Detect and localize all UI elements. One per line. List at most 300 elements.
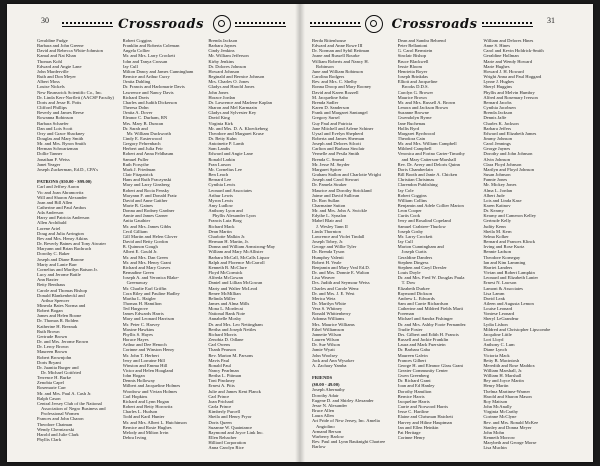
donor-name: Sheryl LeGrandeur [483,316,519,322]
donor-name: Ruth and Don Meyer [37,74,76,80]
donor-name: Albert Jude [483,192,505,198]
donor-name: Raymond and Joyce Link Inc. [208,429,264,435]
donor-name: Dr. Ron Sullan [312,197,340,203]
header-rule-left [62,22,113,27]
donor-name: Henrietta Boyer [397,68,428,74]
donor-name: Curtis Cook [397,213,421,219]
donor-name: Harriet Landers [483,264,513,270]
donor-name: Cecil Gilliam [122,228,148,234]
donor-column [398,38,478,454]
donor-name: Richard Mack [208,223,235,229]
donor-name: Jacqueline Harris [397,398,430,404]
donor-name: Lauren Wilson [312,337,340,343]
donor-name: Vera S. Whitney [312,306,343,312]
donor-name: Dr. Pamela Straker [312,182,347,188]
donor-name: Orry and Grace Shackney [37,130,85,136]
donor-name: Robert Coggins [122,38,152,43]
donor-name: Sam Landis [208,146,231,152]
book-gutter [295,4,305,462]
donor-name: Mildred Campbell [397,146,432,152]
donor-name: Robert Coggins [397,192,427,198]
donor-name: John McAnally [483,404,512,410]
donor-name: Bernard Lee [208,177,232,183]
donor-name: Anthony C. Lum [483,342,515,348]
donor-name: Mineola Bates Norma and [37,302,86,308]
donor-name: Dr. Richard Grant [397,378,431,384]
donor-name: Dorothy C. Baker [37,251,70,257]
donor-name: Rowanna Robinson [37,115,74,121]
donor-name: Joane and Russell Rourke [312,53,360,59]
donor-name: Anita Gauthier [122,218,151,224]
donor-name: Rev. Marion M. Parsons [208,352,254,358]
donor-name: Edythe L. Synalon [312,213,347,219]
donor-name: Kenneth Morrow [483,435,516,441]
donor-name: Hilliard Corporation [208,440,246,446]
donor-name: Carlton and Barbara Sinclair [312,146,365,152]
donor-name: Herman Schwartzman [37,146,78,152]
donor-name: Joan and Bill Allen [37,199,73,205]
section-heading: PATRONS ($50.00 - $99.00) [37,179,92,185]
donor-name: Armand Berson [312,428,342,434]
donor-name: Edward and Angie Lane [208,151,253,157]
donor-name: Milton Dancy and James Cunningham [122,68,194,74]
donor-name: Betty B. Macintosh [483,357,520,363]
donor-name: Carl Hopkins [122,393,148,399]
donor-name: Theodora Cain [397,135,426,141]
donor-name: Dr. Linda Kerr-Norflett (AACSP Faculty) [37,94,114,100]
donor-name: Jay Cull [122,63,138,69]
donor-name: Susan Johnson [483,172,511,178]
donor-name: Arthur Lewis [208,192,233,198]
donor-name: Mr. and Mrs. Byron Smith [37,141,86,147]
donor-name: David and Rebecca White-Johnston [37,48,103,54]
donor-name: John and Tanya Crossan [122,58,168,64]
donor-name: Carla Prince [208,404,232,410]
donor-name: Theresa Dohn [122,105,149,111]
donor-column [483,38,563,454]
donor-name: Graham Stallon and Charlotte Wright [312,172,381,178]
donor-name: Samuel Fuller [122,156,149,162]
donor-name: Gladys and Sylvester Key [208,110,257,116]
donor-name: Lydia Lisbon [483,321,508,327]
donor-name: Uysal and Evelyn Shepherd [312,130,364,136]
donor-name: Edward and Anne Rowe III [312,43,363,49]
donor-name: Dr. Betty Kuhn [208,135,237,141]
page-number-left: 30 [41,16,49,25]
donor-name: Jay Cull [397,239,413,245]
donor-name: Ronald Larkin [208,156,236,162]
donor-name: Rev. and Mrs. Ronald McKee [483,419,539,425]
donor-name: Mr. and Mrs. Larry Crockett [122,53,175,59]
donor-name: Lisa Weaver [312,275,335,281]
donor-name: Annie and James Garner [122,213,168,219]
donor-name: Mr. and Mrs. Henry Grant [122,259,171,265]
donor-name: Anne S. Hines [483,43,511,49]
donor-name: A. Zachary Yamba [312,362,347,368]
donor-name: Myron Lewis [208,197,234,203]
donor-name: Mrs. Mary B. Duncan [122,120,164,126]
donor-name: Barlow [312,444,326,450]
donor-name: Dr. Brenda Tyson [312,249,345,255]
donor-name: Rev. Paul and Lynn Bauknight Chartree [312,439,386,445]
donor-name: Joseph and Delores Silcott [312,141,361,147]
donor-name: Alfreda McGowan [208,275,243,281]
donor-name: Margaret Spicer [312,166,342,172]
donor-name: Allen Archibald [37,220,67,226]
donor-name: Doris Chamberlain [397,166,433,172]
donor-name: Harold and Julie Clark [37,431,79,437]
donor-name: Mr. and Mrs. Russell A. Brown [397,99,456,105]
donor-name: William Collins [397,197,427,203]
donor-name: Dennis Holloway [122,378,155,384]
donor-name: Art Pride of New Jersey, Inc. Amelia [312,418,380,424]
donor-name: Cynthia Lewis [208,182,236,188]
donor-name: Association of Negro Business and [41,406,106,412]
donor-name: Catherine and Mildred Fields Marti [397,306,463,312]
donor-name: James Edwards Harris [122,311,164,317]
donor-name: Ornita Dahling [122,79,151,85]
donor-name: Mr. and Mrs. James Gibbs [122,223,172,229]
donor-name: Alma L. Jordan [483,187,513,193]
donor-name: Lawrence and Nancy Davis [122,89,174,95]
donor-name: Marybeth and George Morse [483,440,537,446]
donor-name: Vontese Leonard [483,311,515,317]
donor-name: Harry and Patricia Anderson [37,215,90,221]
donor-name: Sheryl Huggins [483,84,513,90]
donor-name: Charles L. Hudson [122,409,158,415]
donor-name: Bernadine Green [122,270,154,276]
donor-name: Ralph Cason [37,395,61,401]
donor-name [312,368,392,373]
donor-name: Dr. and Mrs. Fred W. Douglas Paula [397,275,465,281]
donor-name: Victor and Helen Hoagland [122,368,174,373]
donor-name: Dr. Francis and Harlomarie Davis [122,84,185,90]
donor-name: Dr. and Mrs. Donnie E. Walton [312,270,370,276]
donor-name: Charles K. Jackson [483,120,519,126]
donor-name: Carol Jennings [483,141,511,147]
donor-name: Ronna Droop and Mary Rooney [312,84,372,90]
donor-name [37,172,117,177]
crossroads-logo-right: Crossroads [391,16,478,32]
donor-name: Anna Carolyn Rice [208,445,244,451]
header-rule-left-end [235,22,286,27]
donor-name: Corinne and Winston Henry [122,347,175,353]
donor-name: Dr. and Mrs. Jerome Brown [37,339,89,345]
donor-name: Charles and Judith Dickerson [122,99,177,105]
donor-name: Maryann F. and Donald Fratz [122,192,177,198]
donor-name: T. Dow [401,280,416,286]
donor-name: Jane Mitchell and Arlene Schiner [312,125,374,131]
donor-name: Stephen and Caryl Drexler [397,264,447,270]
donor-name: Carl and Jeffrey Aaron [37,184,79,190]
donor-name: Carrie and Norwood Harris [397,404,449,410]
donor-name: Margaret Byrdwood [397,130,435,136]
donor-name: Lorene Ariel [37,225,61,231]
donor-name: Douglas and Mary Smith [37,135,84,141]
donor-name: Mr. and Mrs. Paul A. Cash Jr. [37,390,92,396]
donor-name: Dean Martin [208,228,232,234]
donor-name: Bennie Ladson [483,249,512,255]
donor-name: Robert H. Veale [312,259,342,265]
donor-name: Lois and Linda Kase [483,197,522,203]
donor-name: Sharon and Mel Karmazin [208,105,257,111]
donor-name: Joseph and Carol Stewart [312,177,359,183]
donor-name: Adonna Williams [312,316,345,322]
donor-name: John Woolsey [312,352,338,358]
donor-name: Bernard Jacobs [483,99,512,105]
donor-name: Bey and Joyce Martin [483,378,524,384]
donor-name: Brenda Jackson [483,110,513,116]
donor-name: Jan and Ellen Heinkin [397,424,439,430]
donor-name: Carole and Thomas Bishop [37,287,88,293]
donor-name: Ada Anderson [37,210,64,216]
donor-name: Thomas H. Hamilton [122,300,162,306]
donor-name: Howard J. H. Howard [483,68,524,74]
donor-name: Greenaway [126,280,148,286]
donor-name: John Mohn [483,429,505,435]
donor-name: Suzanne Browne [397,110,429,116]
donor-name: Jerry and Rosalind Copeland [397,218,451,224]
donor-name: Donna and Rodney Gardner [122,208,175,214]
donor-name: Corinne Henry [397,435,426,441]
donor-name: Wright Anna and Paul Hoggard [483,74,542,80]
donor-name: Dr. and Mrs. Ashby Foote Fernandez [397,321,466,327]
donor-name: Gwendolyn Byrne [397,115,432,121]
donor-name: Bernard and Frances Klinck [483,239,536,245]
donor-name: Maxine Hawkins [122,326,155,332]
donor-name: Hans and Ruth Fraczynski [122,177,172,183]
donor-name: Robert Bogan [37,308,63,314]
donor-name: Charlotte Malkin Jr. [208,233,246,239]
right-page-header [310,14,533,34]
donor-name: Vivian and Robert Lampkin [483,270,535,276]
donor-name: Zenobia Capel [37,380,64,386]
donor-name: Ronald Whittenberry [312,311,351,317]
donor-name: Charles and Carole Wenz [312,285,359,291]
donor-name: Beverly and James Reese [37,110,84,116]
donor-name: Clair Fitzpatrick [122,172,153,178]
donor-name: Carol and Kevin Holdrick-Smith [483,48,544,54]
donor-name: Henry Martin [483,383,509,389]
donor-name: Mr. Mickey Jones [483,182,517,188]
donor-name: Clifford Phillips [37,105,67,111]
donor-name: Warberry Barlow [312,433,344,439]
donor-name: Robinson [316,63,334,69]
donor-name: Dr. Lawrence and Marlene Kaplan [208,99,272,105]
donor-name: Angiolino [316,423,335,429]
donor-name: Suzanne W. Quaintance [208,424,253,430]
donor-name: Linda Thornton [312,228,341,234]
donor-name: Arthur and Dee Henoch [122,342,167,348]
donor-name: Michael and Sandra Fishinger [397,316,453,322]
donor-name: Robert and Betty Horowitz [122,404,173,410]
donor-name: Raymond Dickson [397,290,432,296]
donor-name: Karen D. Sanderson [312,105,350,111]
donor-name: William and Mary McAllister [208,249,264,255]
donor-name: Jane Buchenau [397,120,426,126]
left-page [7,4,300,462]
donor-name: Maurice and Dorothy Strickland [312,187,372,193]
donor-name: Dr. and Mrs. J. E. West [312,290,355,296]
donor-name: Will and Sharon Alexander [37,194,87,200]
donor-name: Albert Moss [37,79,60,85]
donor-name: Julie and James Kent Planck [208,388,261,394]
donor-name: Doris Bryant [37,359,61,365]
donor-name: Professional Women [41,411,79,417]
donor-name: Bertha and Joseph Nettles [208,326,257,332]
donor-name: Louise Leonard [483,306,513,312]
donor-name: Dr. Dolores Johnson [208,63,246,69]
donor-name: Marie Hughes [483,63,510,69]
donor-name: Gertrude Brown [37,333,67,339]
donor-name: Joseph Zuckerman, Ed.D., CPA's [37,166,99,172]
donor-name: Maurice Brown [397,94,427,100]
donor-name: Joseph Curtis [401,249,427,255]
donor-name: Roberta and James Sherman [312,135,365,141]
donor-name: Leon Cooper [397,208,422,214]
donor-name: Geraldine Fudge [37,38,68,43]
donor-name: Wendy Cherniawski [37,426,75,432]
donor-name: Thelma Martinez-Warner [483,388,531,394]
donor-name: Judity Kenn [483,223,506,229]
donor-name: Dr. Kearny [483,208,504,214]
donor-name: Jimmy Johnson [483,135,513,141]
donor-name: Mr. and Mrs. John A. Swickle [312,208,368,214]
donor-name: Mr. Peter C. Harvey [122,321,160,327]
donor-name: Nancy Pearlman [208,368,239,373]
donor-name: Frances Gilbert [397,357,427,363]
donor-name: Melody and Milton Irvin [122,429,169,435]
donor-name: Phyllis Clark [37,437,62,443]
donor-name: Jesse C. Hartline [397,409,429,415]
donor-name: Dr. Norman and Sybil Reitman [312,48,370,54]
donor-name: Jay Cole [397,187,414,193]
donor-name: Lynne J. Hughes [483,79,515,85]
donor-name: Dr. Marilyn White [312,300,346,306]
donor-name: Mark J. Friedman [122,166,156,172]
donor-name: Betty Benthaus [37,282,66,288]
donor-name: Richard Morris [208,331,237,337]
donor-name: Rosemarie Carr [37,385,66,391]
donor-name: Karen Katinov [483,203,511,208]
donor-name: Barbara Jaynes [208,43,237,49]
donor-name: Ben Leach [208,172,229,178]
donor-name: Ruth Forsythe [122,161,149,167]
donor-name: Marilyn and Floyd Johnson [483,166,535,172]
donor-name: Dorothy Adair [312,392,339,398]
donor-name: Toni Pinckney [208,378,235,384]
donor-name: Rev. and Mrs. C. Shelby [312,79,357,85]
section-heading: ($0.00 - 49.00) [312,382,340,388]
donor-name: Jaime and David Sullivan [312,192,360,198]
donor-name: Russell and Jackie Franklin [397,337,449,343]
donor-name: David Leak [483,295,505,301]
donor-name: Virginia Kirk [208,120,233,126]
donor-name: Mabel Blair and [312,218,342,224]
donor-name: Mr. Larry Crockett [397,233,433,239]
donor-name: Marty and Walter McLeod [208,285,258,291]
donor-name: Kearny and Cameron Kelley [483,213,537,219]
donor-name: B. Quinnon Gough [122,244,158,250]
donor-name: Veronica and Forino Carter-Timothy [397,151,465,157]
donor-name: Andrew L. Edwards [397,295,435,301]
donor-name: Marion Cunningham and [397,244,444,250]
donor-name: Frank and Margaret Santangel [312,110,368,116]
donor-name: Brenda Jackson [208,38,238,43]
donor-name: Carolyn G. Brower [397,89,434,95]
donor-name: Alfred and Rosemary Iverson [483,94,538,100]
donor-name: Benjamin and Mary Veal Ed.D. [312,264,370,270]
donor-name: Drs. Gilbert and Edith H. Francis [397,331,459,337]
donor-name: Ronald Paul [208,362,231,368]
donor-name: Antoinette P. Lamb [208,141,244,147]
donor-name: David and Anne Gaither [122,197,168,203]
donor-name: Mary and Larry Ginsberg [122,182,170,188]
donor-name: Janet Yeager [37,161,61,167]
donor-name: Joan and Ed Hanley [397,383,435,389]
donor-name: Bill Booth and Janie A. Chicken [397,172,458,178]
donor-name: David and Betty Gordon [122,239,168,245]
donor-name: Dr. Sue Wilson [312,342,340,348]
donor-name: Ellen Rehacher [208,435,237,441]
donor-name: Donna and William Armstrong-May [208,244,276,250]
donor-name: Bernice Harris [397,393,425,399]
donor-name: M. Jacqueline Sabo [312,94,349,100]
donor-name: Frances and John Charon [37,416,84,422]
donor-name: Meredith and Rose Maddox [483,362,535,368]
donor-name: Carolina Rodgers [312,74,345,80]
donor-name: Cora Riley and Pauline Hadley [122,290,180,296]
donor-name: Clara Floyd Johnson [483,161,522,167]
donor-name: Gertrude Kelly [483,218,512,224]
donor-name: Katherine H. Breznak [37,323,78,329]
donor-name: Brenda Sadler [312,99,339,105]
donor-name: Diane Lynch [483,347,507,353]
donor-name: Gwen Greenberg [397,373,430,379]
donor-column [208,38,288,454]
donor-name: Joseph and Diane Barone [37,256,84,262]
donor-name: and Mary Catterson-Marshall [401,156,457,162]
left-page-columns [37,38,288,454]
donor-name: Brooks D.D.S. [401,84,429,90]
donor-name: Robert and Anna Feldbaum [122,151,174,157]
donor-name: Dr. Leroy Brown [37,344,69,350]
donor-name: Mr. and Mrs. William Campbell [397,141,457,147]
donor-name: Cindy Jenkins [208,48,235,54]
section-heading: FRIENDS [312,375,333,381]
donor-name: Clarendon Publishing [397,182,438,188]
donor-name: Lisa Lamm [483,290,505,296]
right-page-columns [312,38,563,454]
donor-name: Anthony Lyon and [208,208,243,214]
donor-name: Benjamin and Adele Collier Marion [397,203,464,208]
donor-name: Elizabeth Durkee [397,285,430,291]
donor-name: Eugene D. and Shirley Alexander [312,397,374,403]
donor-name: Dennis Jaffe [483,115,507,121]
donor-name: William and Delores Hines [483,38,534,43]
donor-name: Robert Brownjohn [37,354,72,360]
donor-name: Barbara and John Greene [37,43,84,49]
donor-name: Leonard and Associates [208,187,252,193]
donor-name: Marie B. Gaines [122,203,153,208]
donor-name: Sheila and Henry Pryor [208,414,252,420]
donor-name: Winston and Emma Hill [122,362,168,368]
donor-name: Elaine and Chrisman Hatchett [397,414,453,420]
donor-name: Jamie Wyatt [312,347,335,353]
donor-name: Gladys and Harold Jones [208,84,255,90]
donor-name: William H. Marshall [483,373,522,379]
donor-name: Greater Community Center [397,368,448,373]
